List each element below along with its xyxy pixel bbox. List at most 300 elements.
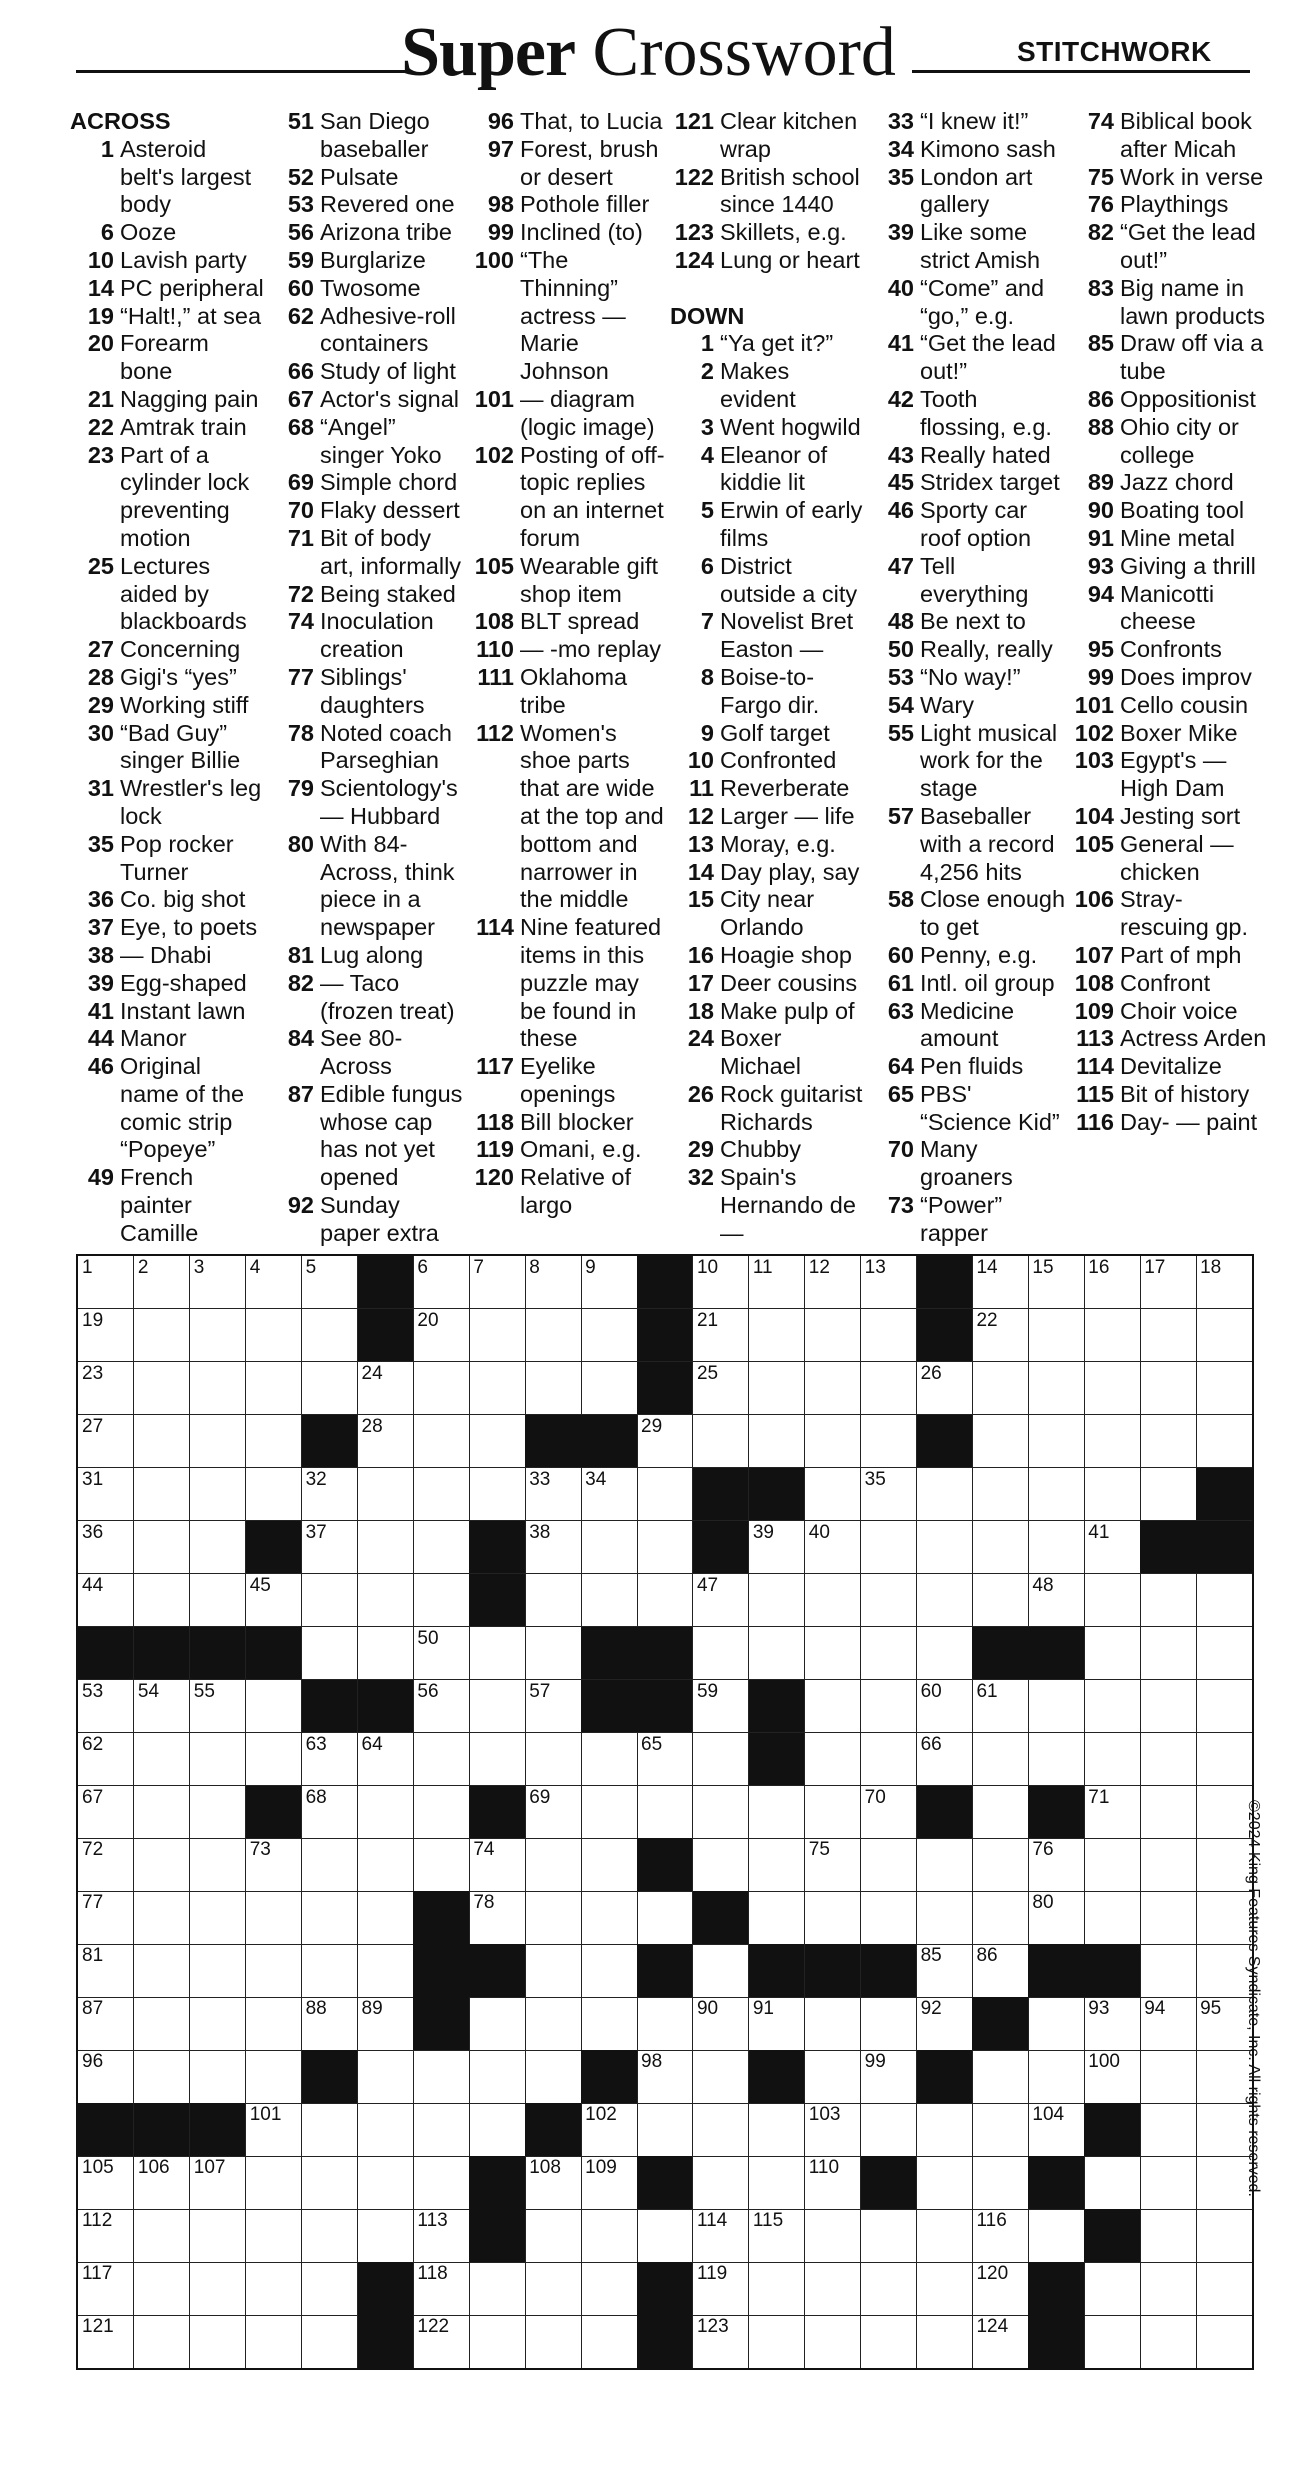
grid-cell[interactable] (693, 1944, 749, 1997)
grid-cell[interactable] (134, 2262, 190, 2315)
grid-cell[interactable] (134, 2315, 190, 2368)
grid-cell[interactable] (1084, 2315, 1140, 2368)
grid-cell[interactable] (190, 1786, 246, 1839)
grid-cell[interactable] (861, 1786, 917, 1839)
grid-cell[interactable] (469, 1362, 525, 1415)
grid-cell[interactable] (805, 1733, 861, 1786)
grid-cell[interactable] (525, 2209, 581, 2262)
grid-cell[interactable] (302, 1944, 358, 1997)
grid-cell[interactable] (525, 1574, 581, 1627)
grid-cell[interactable] (1196, 1680, 1252, 1733)
grid-cell[interactable] (637, 1786, 693, 1839)
grid-cell[interactable] (190, 2315, 246, 2368)
grid-cell[interactable] (917, 1891, 973, 1944)
grid-cell[interactable] (972, 2156, 1028, 2209)
grid-cell[interactable] (525, 1521, 581, 1574)
grid-cell[interactable] (972, 1521, 1028, 1574)
grid-cell[interactable] (805, 2209, 861, 2262)
grid-cell[interactable] (134, 1944, 190, 1997)
grid-cell[interactable] (190, 1997, 246, 2050)
grid-cell[interactable] (749, 1891, 805, 1944)
grid-cell[interactable] (749, 1838, 805, 1891)
grid-cell[interactable] (190, 1521, 246, 1574)
grid-cell[interactable] (972, 1733, 1028, 1786)
grid-cell[interactable] (861, 1627, 917, 1680)
grid-cell[interactable] (1140, 1680, 1196, 1733)
grid-cell[interactable] (1084, 1838, 1140, 1891)
grid-cell[interactable] (581, 1944, 637, 1997)
grid-cell[interactable] (861, 2262, 917, 2315)
grid-cell[interactable] (972, 2209, 1028, 2262)
grid-cell[interactable] (190, 2050, 246, 2103)
grid-cell[interactable] (302, 1891, 358, 1944)
grid-cell[interactable] (749, 1362, 805, 1415)
grid-cell[interactable] (78, 2209, 134, 2262)
grid-cell[interactable] (581, 2262, 637, 2315)
grid-cell[interactable] (917, 1680, 973, 1733)
grid-cell[interactable] (78, 1680, 134, 1733)
grid-cell[interactable] (190, 2209, 246, 2262)
grid-cell[interactable] (134, 2050, 190, 2103)
grid-cell[interactable] (190, 1680, 246, 1733)
grid-cell[interactable] (469, 1468, 525, 1521)
grid-cell[interactable] (805, 1521, 861, 1574)
grid-cell[interactable] (358, 2156, 414, 2209)
grid-cell[interactable] (861, 1838, 917, 1891)
grid-cell[interactable] (1140, 2262, 1196, 2315)
grid-cell[interactable] (525, 1891, 581, 1944)
grid-cell[interactable] (1028, 2050, 1084, 2103)
grid-cell[interactable] (861, 1891, 917, 1944)
grid-cell[interactable] (637, 1468, 693, 1521)
grid-cell[interactable] (749, 1627, 805, 1680)
grid-cell[interactable] (693, 1627, 749, 1680)
grid-cell[interactable] (413, 1733, 469, 1786)
grid-cell[interactable] (749, 1574, 805, 1627)
grid-cell[interactable] (917, 1468, 973, 1521)
grid-cell[interactable] (581, 1256, 637, 1309)
grid-cell[interactable] (525, 1786, 581, 1839)
grid-cell[interactable] (861, 2209, 917, 2262)
grid-cell[interactable] (413, 2050, 469, 2103)
grid-cell[interactable] (1196, 1256, 1252, 1309)
grid-cell[interactable] (134, 1521, 190, 1574)
grid-cell[interactable] (581, 1362, 637, 1415)
grid-cell[interactable] (469, 1680, 525, 1733)
grid-cell[interactable] (581, 1521, 637, 1574)
grid-cell[interactable] (861, 1521, 917, 1574)
grid-cell[interactable] (1028, 1521, 1084, 1574)
grid-cell[interactable] (972, 2315, 1028, 2368)
grid-cell[interactable] (861, 1309, 917, 1362)
grid-cell[interactable] (972, 1468, 1028, 1521)
grid-cell[interactable] (302, 1733, 358, 1786)
grid-cell[interactable] (134, 1309, 190, 1362)
grid-cell[interactable] (581, 2209, 637, 2262)
grid-cell[interactable] (525, 2315, 581, 2368)
grid-cell[interactable] (693, 2103, 749, 2156)
grid-cell[interactable] (358, 1733, 414, 1786)
grid-cell[interactable] (1196, 2315, 1252, 2368)
grid-cell[interactable] (413, 1838, 469, 1891)
grid-cell[interactable] (749, 1521, 805, 1574)
grid-cell[interactable] (749, 1997, 805, 2050)
grid-cell[interactable] (358, 1521, 414, 1574)
grid-cell[interactable] (861, 1733, 917, 1786)
grid-cell[interactable] (805, 1468, 861, 1521)
grid-cell[interactable] (805, 1362, 861, 1415)
grid-cell[interactable] (302, 1468, 358, 1521)
grid-cell[interactable] (749, 1786, 805, 1839)
grid-cell[interactable] (581, 1468, 637, 1521)
grid-cell[interactable] (637, 1891, 693, 1944)
grid-cell[interactable] (413, 2315, 469, 2368)
grid-cell[interactable] (749, 1415, 805, 1468)
grid-cell[interactable] (972, 1891, 1028, 1944)
grid-cell[interactable] (358, 1574, 414, 1627)
grid-cell[interactable] (972, 1256, 1028, 1309)
grid-cell[interactable] (525, 2156, 581, 2209)
grid-cell[interactable] (190, 2156, 246, 2209)
grid-cell[interactable] (302, 1256, 358, 1309)
grid-cell[interactable] (972, 1574, 1028, 1627)
grid-cell[interactable] (134, 1574, 190, 1627)
grid-cell[interactable] (413, 1627, 469, 1680)
grid-cell[interactable] (693, 1997, 749, 2050)
grid-cell[interactable] (1196, 1574, 1252, 1627)
grid-cell[interactable] (581, 2315, 637, 2368)
grid-cell[interactable] (637, 1733, 693, 1786)
grid-cell[interactable] (525, 1680, 581, 1733)
grid-cell[interactable] (1084, 1891, 1140, 1944)
grid-cell[interactable] (1140, 2315, 1196, 2368)
grid-cell[interactable] (917, 2156, 973, 2209)
grid-cell[interactable] (246, 2209, 302, 2262)
grid-cell[interactable] (749, 2262, 805, 2315)
grid-cell[interactable] (581, 1309, 637, 1362)
grid-cell[interactable] (78, 1415, 134, 1468)
grid-cell[interactable] (413, 1415, 469, 1468)
grid-cell[interactable] (693, 1733, 749, 1786)
grid-cell[interactable] (246, 1415, 302, 1468)
grid-cell[interactable] (972, 2103, 1028, 2156)
grid-cell[interactable] (134, 1733, 190, 1786)
grid-cell[interactable] (1028, 1309, 1084, 1362)
grid-cell[interactable] (358, 2050, 414, 2103)
grid-cell[interactable] (1084, 1574, 1140, 1627)
grid-cell[interactable] (134, 1786, 190, 1839)
grid-cell[interactable] (1140, 1733, 1196, 1786)
grid-cell[interactable] (693, 2315, 749, 2368)
grid-cell[interactable] (413, 1362, 469, 1415)
grid-cell[interactable] (581, 1997, 637, 2050)
grid-cell[interactable] (1196, 1415, 1252, 1468)
grid-cell[interactable] (917, 1521, 973, 1574)
grid-cell[interactable] (78, 2262, 134, 2315)
grid-cell[interactable] (358, 1891, 414, 1944)
grid-cell[interactable] (302, 2103, 358, 2156)
grid-cell[interactable] (413, 1468, 469, 1521)
grid-cell[interactable] (413, 1521, 469, 1574)
grid-cell[interactable] (581, 1838, 637, 1891)
grid-cell[interactable] (134, 1891, 190, 1944)
grid-cell[interactable] (693, 1786, 749, 1839)
grid-cell[interactable] (749, 1256, 805, 1309)
grid-cell[interactable] (246, 1574, 302, 1627)
grid-cell[interactable] (246, 2262, 302, 2315)
grid-cell[interactable] (972, 2050, 1028, 2103)
grid-cell[interactable] (358, 1997, 414, 2050)
grid-cell[interactable] (1196, 1627, 1252, 1680)
grid-cell[interactable] (917, 1997, 973, 2050)
grid-cell[interactable] (413, 1309, 469, 1362)
grid-cell[interactable] (469, 1733, 525, 1786)
grid-cell[interactable] (1084, 1309, 1140, 1362)
grid-cell[interactable] (917, 1838, 973, 1891)
grid-cell[interactable] (1028, 1997, 1084, 2050)
grid-cell[interactable] (861, 1574, 917, 1627)
grid-cell[interactable] (1028, 1574, 1084, 1627)
grid-cell[interactable] (1140, 1309, 1196, 1362)
grid-cell[interactable] (693, 1309, 749, 1362)
grid-cell[interactable] (972, 1362, 1028, 1415)
grid-cell[interactable] (861, 2050, 917, 2103)
grid-cell[interactable] (1140, 1838, 1196, 1891)
grid-cell[interactable] (78, 1997, 134, 2050)
grid-cell[interactable] (246, 2103, 302, 2156)
grid-cell[interactable] (1140, 1415, 1196, 1468)
grid-cell[interactable] (78, 1838, 134, 1891)
grid-cell[interactable] (805, 2156, 861, 2209)
grid-cell[interactable] (693, 1838, 749, 1891)
grid-cell[interactable] (469, 1256, 525, 1309)
grid-cell[interactable] (805, 1415, 861, 1468)
grid-cell[interactable] (78, 1786, 134, 1839)
grid-cell[interactable] (1028, 2209, 1084, 2262)
grid-cell[interactable] (358, 1786, 414, 1839)
grid-cell[interactable] (246, 1944, 302, 1997)
grid-cell[interactable] (78, 1468, 134, 1521)
grid-cell[interactable] (805, 2103, 861, 2156)
grid-cell[interactable] (861, 1362, 917, 1415)
grid-cell[interactable] (190, 1468, 246, 1521)
grid-cell[interactable] (134, 2209, 190, 2262)
grid-cell[interactable] (749, 1309, 805, 1362)
grid-cell[interactable] (861, 1415, 917, 1468)
grid-cell[interactable] (693, 2050, 749, 2103)
grid-cell[interactable] (1140, 1997, 1196, 2050)
grid-cell[interactable] (861, 2103, 917, 2156)
grid-cell[interactable] (246, 2315, 302, 2368)
grid-cell[interactable] (358, 1838, 414, 1891)
grid-cell[interactable] (469, 1309, 525, 1362)
grid-cell[interactable] (1084, 1733, 1140, 1786)
grid-cell[interactable] (637, 1415, 693, 1468)
grid-cell[interactable] (413, 2156, 469, 2209)
grid-cell[interactable] (246, 1468, 302, 1521)
grid-cell[interactable] (917, 2209, 973, 2262)
grid-cell[interactable] (861, 1680, 917, 1733)
grid-cell[interactable] (581, 2103, 637, 2156)
grid-cell[interactable] (358, 1627, 414, 1680)
grid-cell[interactable] (693, 2209, 749, 2262)
grid-cell[interactable] (805, 1574, 861, 1627)
grid-cell[interactable] (78, 1521, 134, 1574)
grid-cell[interactable] (581, 1786, 637, 1839)
grid-cell[interactable] (1084, 1468, 1140, 1521)
grid-cell[interactable] (246, 1362, 302, 1415)
grid-cell[interactable] (861, 1256, 917, 1309)
grid-cell[interactable] (525, 1468, 581, 1521)
grid-cell[interactable] (1196, 1733, 1252, 1786)
grid-cell[interactable] (805, 1680, 861, 1733)
grid-cell[interactable] (1028, 1838, 1084, 1891)
grid-cell[interactable] (525, 2262, 581, 2315)
grid-cell[interactable] (693, 1574, 749, 1627)
grid-cell[interactable] (972, 1786, 1028, 1839)
grid-cell[interactable] (78, 1574, 134, 1627)
grid-cell[interactable] (302, 2156, 358, 2209)
grid-cell[interactable] (134, 1415, 190, 1468)
grid-cell[interactable] (1140, 1468, 1196, 1521)
grid-cell[interactable] (805, 2315, 861, 2368)
grid-cell[interactable] (1140, 2156, 1196, 2209)
grid-cell[interactable] (693, 1415, 749, 1468)
grid-cell[interactable] (413, 2209, 469, 2262)
grid-cell[interactable] (413, 1574, 469, 1627)
grid-cell[interactable] (972, 1680, 1028, 1733)
grid-cell[interactable] (917, 1627, 973, 1680)
grid-cell[interactable] (693, 2156, 749, 2209)
grid-cell[interactable] (525, 1733, 581, 1786)
grid-cell[interactable] (1028, 1680, 1084, 1733)
grid-cell[interactable] (134, 1468, 190, 1521)
grid-cell[interactable] (917, 2262, 973, 2315)
grid-cell[interactable] (1196, 1309, 1252, 1362)
grid-cell[interactable] (78, 1733, 134, 1786)
grid-cell[interactable] (637, 2050, 693, 2103)
grid-cell[interactable] (413, 2103, 469, 2156)
grid-cell[interactable] (78, 1891, 134, 1944)
grid-cell[interactable] (190, 1309, 246, 1362)
grid-cell[interactable] (693, 1256, 749, 1309)
grid-cell[interactable] (134, 1256, 190, 1309)
grid-cell[interactable] (637, 2103, 693, 2156)
grid-cell[interactable] (1140, 1627, 1196, 1680)
grid-cell[interactable] (581, 1574, 637, 1627)
grid-cell[interactable] (972, 1944, 1028, 1997)
grid-cell[interactable] (805, 1786, 861, 1839)
grid-cell[interactable] (525, 1838, 581, 1891)
grid-cell[interactable] (1140, 1891, 1196, 1944)
grid-cell[interactable] (693, 2262, 749, 2315)
grid-cell[interactable] (78, 1309, 134, 1362)
grid-cell[interactable] (246, 1680, 302, 1733)
grid-cell[interactable] (302, 2315, 358, 2368)
grid-cell[interactable] (525, 1997, 581, 2050)
grid-cell[interactable] (190, 2262, 246, 2315)
grid-cell[interactable] (1084, 2262, 1140, 2315)
grid-cell[interactable] (1084, 2050, 1140, 2103)
grid-cell[interactable] (1084, 1997, 1140, 2050)
grid-cell[interactable] (805, 1838, 861, 1891)
grid-cell[interactable] (78, 1944, 134, 1997)
grid-cell[interactable] (413, 2262, 469, 2315)
grid-cell[interactable] (972, 1309, 1028, 1362)
grid-cell[interactable] (246, 1997, 302, 2050)
grid-cell[interactable] (78, 1256, 134, 1309)
grid-cell[interactable] (972, 1415, 1028, 1468)
grid-cell[interactable] (358, 1468, 414, 1521)
grid-cell[interactable] (302, 1309, 358, 1362)
grid-cell[interactable] (302, 1838, 358, 1891)
grid-cell[interactable] (1084, 1627, 1140, 1680)
grid-cell[interactable] (1140, 2050, 1196, 2103)
grid-cell[interactable] (246, 1838, 302, 1891)
grid-cell[interactable] (469, 2050, 525, 2103)
grid-cell[interactable] (78, 2156, 134, 2209)
grid-cell[interactable] (469, 2103, 525, 2156)
grid-cell[interactable] (1028, 1362, 1084, 1415)
grid-cell[interactable] (1084, 1362, 1140, 1415)
grid-cell[interactable] (637, 2209, 693, 2262)
grid-cell[interactable] (1196, 1362, 1252, 1415)
grid-cell[interactable] (246, 1891, 302, 1944)
grid-cell[interactable] (358, 2209, 414, 2262)
grid-cell[interactable] (749, 2156, 805, 2209)
grid-cell[interactable] (302, 1521, 358, 1574)
grid-cell[interactable] (134, 1680, 190, 1733)
grid-cell[interactable] (1084, 1680, 1140, 1733)
grid-cell[interactable] (1084, 1521, 1140, 1574)
grid-cell[interactable] (246, 1733, 302, 1786)
grid-cell[interactable] (637, 1574, 693, 1627)
grid-cell[interactable] (1140, 1574, 1196, 1627)
grid-cell[interactable] (302, 2262, 358, 2315)
grid-cell[interactable] (190, 1891, 246, 1944)
grid-cell[interactable] (917, 1574, 973, 1627)
grid-cell[interactable] (1028, 1256, 1084, 1309)
grid-cell[interactable] (581, 2156, 637, 2209)
grid-cell[interactable] (917, 2103, 973, 2156)
grid-cell[interactable] (1140, 1786, 1196, 1839)
grid-cell[interactable] (190, 1256, 246, 1309)
grid-cell[interactable] (469, 2315, 525, 2368)
grid-cell[interactable] (134, 1838, 190, 1891)
grid-cell[interactable] (581, 1733, 637, 1786)
grid-cell[interactable] (749, 2103, 805, 2156)
grid-cell[interactable] (302, 1362, 358, 1415)
grid-cell[interactable] (637, 1521, 693, 1574)
grid-cell[interactable] (1084, 1786, 1140, 1839)
grid-cell[interactable] (1140, 1362, 1196, 1415)
grid-cell[interactable] (917, 1944, 973, 1997)
grid-cell[interactable] (190, 1415, 246, 1468)
grid-cell[interactable] (413, 1786, 469, 1839)
grid-cell[interactable] (525, 1944, 581, 1997)
grid-cell[interactable] (302, 2209, 358, 2262)
grid-cell[interactable] (805, 2262, 861, 2315)
grid-cell[interactable] (805, 1256, 861, 1309)
grid-cell[interactable] (302, 1627, 358, 1680)
grid-cell[interactable] (637, 1997, 693, 2050)
grid-cell[interactable] (1140, 2103, 1196, 2156)
grid-cell[interactable] (1028, 2103, 1084, 2156)
grid-cell[interactable] (469, 1997, 525, 2050)
grid-cell[interactable] (358, 1944, 414, 1997)
grid-cell[interactable] (1084, 1415, 1140, 1468)
grid-cell[interactable] (78, 2050, 134, 2103)
